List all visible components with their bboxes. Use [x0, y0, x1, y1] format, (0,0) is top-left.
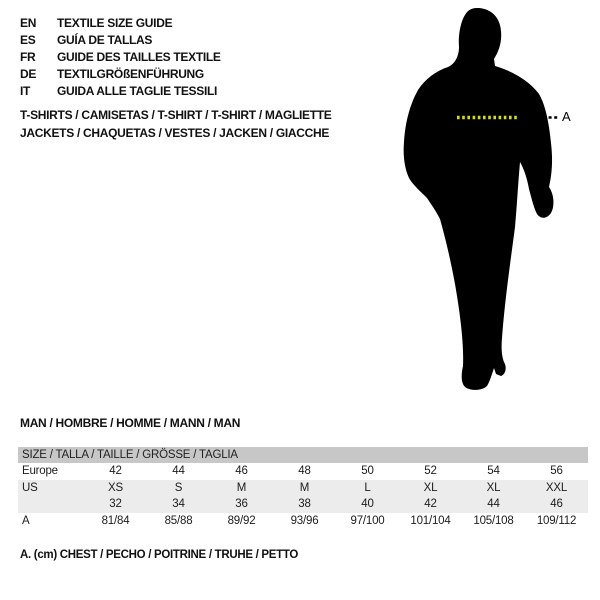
- cell: S: [174, 481, 183, 494]
- cell: 81/84: [101, 514, 130, 527]
- cell: 54: [487, 465, 500, 477]
- cell: 105/108: [473, 514, 514, 527]
- table-row-us: [18, 480, 588, 497]
- language-code: EN: [20, 16, 37, 30]
- row-label: US: [22, 481, 38, 494]
- language-code: ES: [20, 33, 36, 47]
- cell: 42: [109, 465, 122, 477]
- language-label: TEXTILE SIZE GUIDE: [57, 16, 173, 30]
- language-row-it: [20, 83, 221, 100]
- cell: 101/104: [410, 514, 451, 527]
- cell: 109/112: [536, 514, 577, 527]
- measure-footnote: A. (cm) CHEST / PECHO / POITRINE / TRUHE / PETTO: [20, 549, 299, 561]
- language-label: GUIDA ALLE TAGLIE TESSILI: [57, 84, 218, 98]
- cell: XXL: [545, 481, 568, 494]
- language-label: GUIDE DES TAILLES TEXTILE: [57, 50, 221, 64]
- cell: 50: [361, 465, 374, 477]
- cell: 44: [172, 465, 185, 477]
- cell: 44: [487, 498, 500, 510]
- measure-label-a: A: [562, 109, 571, 124]
- cell: 42: [424, 498, 437, 510]
- language-code: IT: [20, 84, 31, 98]
- category-lines: [20, 107, 332, 142]
- cell: 56: [550, 465, 563, 477]
- table-row-chest-cm: [18, 513, 588, 530]
- cell: 46: [550, 498, 563, 510]
- table-row-alt-sizes: [18, 496, 588, 513]
- size-table-header: SIZE / TALLA / TAILLE / GRÖSSE / TAGLIA: [18, 447, 588, 463]
- cell: L: [364, 481, 371, 494]
- language-row-es: [20, 32, 221, 49]
- size-table: [18, 447, 588, 529]
- cell: 48: [298, 465, 311, 477]
- cell: 85/88: [164, 514, 193, 527]
- cell: 38: [298, 498, 311, 510]
- language-list: [20, 15, 221, 100]
- cell: 52: [424, 465, 437, 477]
- cell: M: [299, 481, 310, 494]
- language-label: TEXTILGRÖßENFÜHRUNG: [57, 67, 204, 81]
- cell: 32: [109, 498, 122, 510]
- man-silhouette-shape: [404, 8, 554, 390]
- row-label: [18, 496, 84, 513]
- row-label: Europe: [22, 465, 58, 477]
- cell: 89/92: [227, 514, 256, 527]
- table-row-europe: [18, 463, 588, 480]
- category-line-tshirts: T-SHIRTS / CAMISETAS / T-SHIRT / T-SHIRT / MAGLIETTE: [20, 108, 332, 122]
- language-row-de: [20, 66, 221, 83]
- cell: 36: [235, 498, 248, 510]
- language-code: DE: [20, 67, 37, 81]
- language-code: FR: [20, 50, 36, 64]
- cell: 93/96: [290, 514, 319, 527]
- cell: 97/100: [350, 514, 385, 527]
- cell: XL: [486, 481, 501, 494]
- cell: XS: [108, 481, 123, 494]
- man-silhouette: [380, 0, 600, 400]
- cell: 34: [172, 498, 185, 510]
- language-label: GUÍA DE TALLAS: [57, 33, 153, 47]
- section-title-man: MAN / HOMBRE / HOMME / MANN / MAN: [20, 416, 241, 430]
- cell: 46: [235, 465, 248, 477]
- language-row-fr: [20, 49, 221, 66]
- cell: XL: [423, 481, 438, 494]
- cell: M: [236, 481, 247, 494]
- category-line-jackets: JACKETS / CHAQUETAS / VESTES / JACKEN / GIACCHE: [20, 125, 330, 140]
- row-label: A: [22, 514, 30, 527]
- language-row-en: [20, 15, 221, 32]
- size-table-header-row: [18, 447, 588, 463]
- cell: 40: [361, 498, 374, 510]
